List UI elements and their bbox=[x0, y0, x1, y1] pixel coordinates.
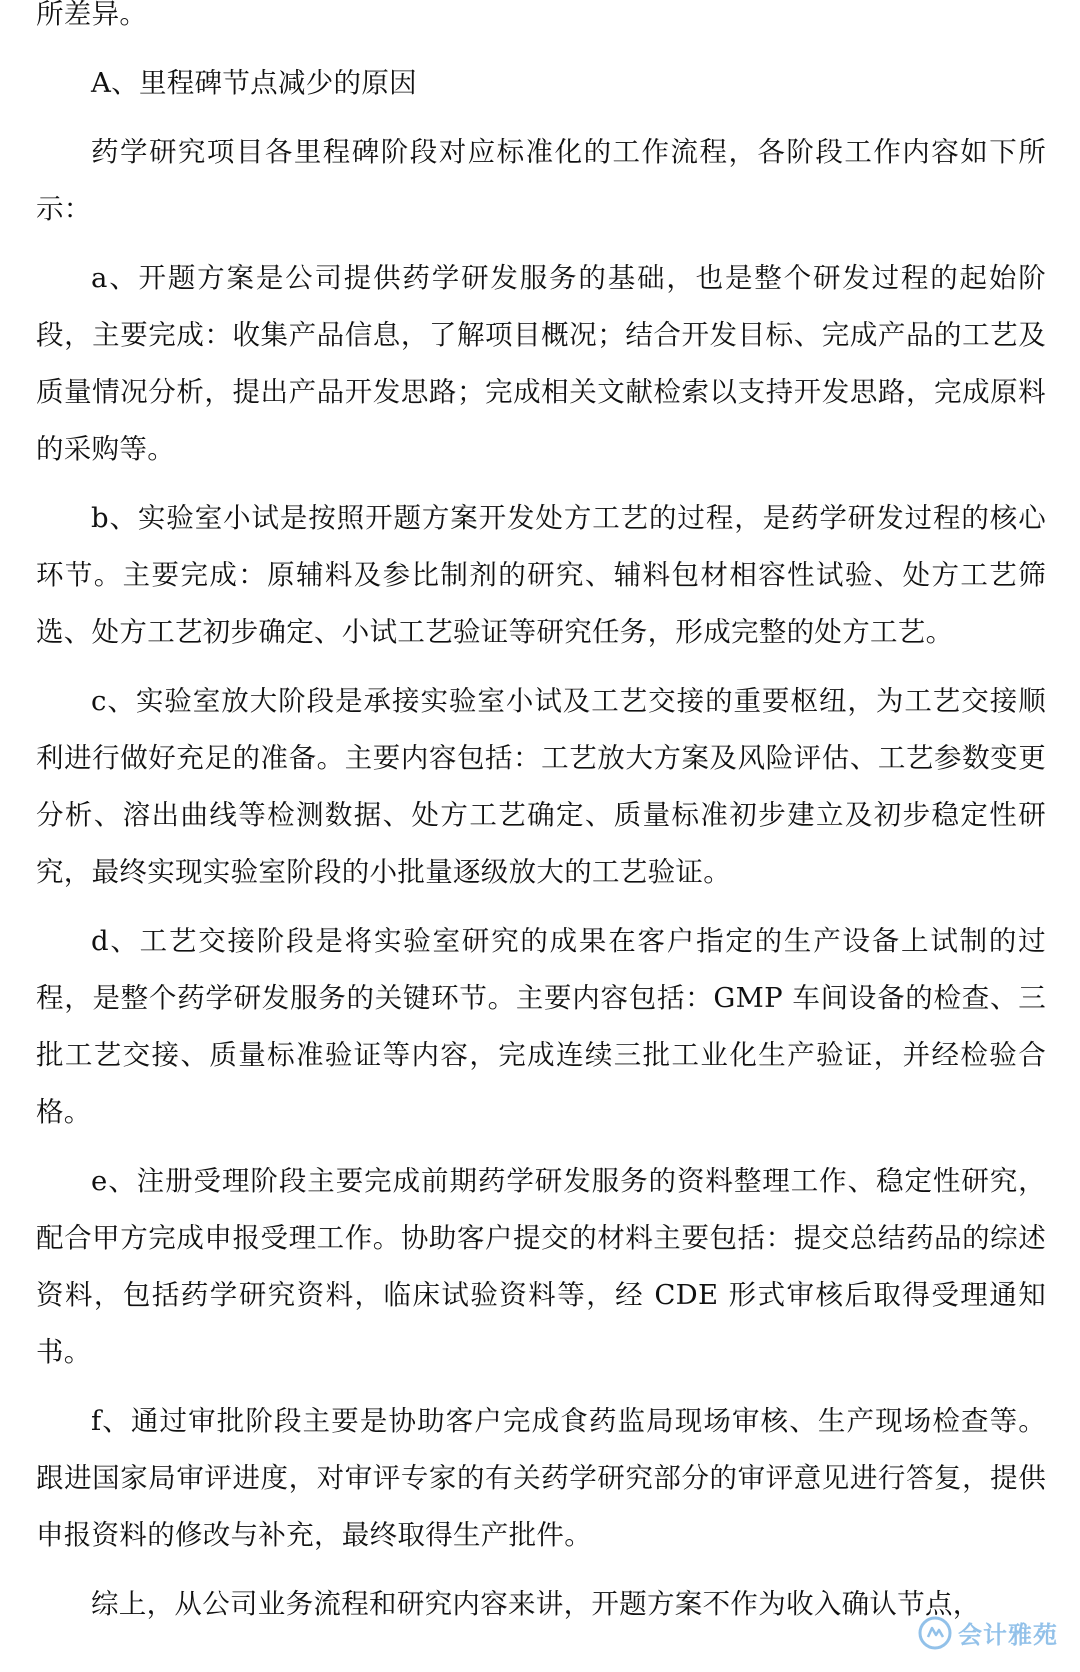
paragraph-continuation: 所差异。 bbox=[36, 0, 148, 30]
paragraph-b: b、实验室小试是按照开题方案开发处方工艺的过程，是药学研发过程的核心环节。主要完成：原辅料及参比制剂的研究、辅料包材相容性试验、处方工艺筛选、处方工艺初步确定、小试工艺验证等研究任务，形成完整的处方工艺。 bbox=[36, 502, 1046, 648]
paragraph-intro: 药学研究项目各里程碑阶段对应标准化的工作流程，各阶段工作内容如下所示： bbox=[36, 136, 1046, 225]
paragraph-e: e、注册受理阶段主要完成前期药学研发服务的资料整理工作、稳定性研究，配合甲方完成申报受理工作。协助客户提交的材料主要包括：提交总结药品的综述资料，包括药学研究资料，临床试验资料等，经 CDE 形式审核后取得受理通知书。 bbox=[36, 1165, 1046, 1368]
watermark-logo-icon bbox=[918, 1616, 952, 1650]
paragraph-d: d、工艺交接阶段是将实验室研究的成果在客户指定的生产设备上试制的过程，是整个药学研发服务的关键环节。主要内容包括：GMP 车间设备的检查、三批工艺交接、质量标准验证等内容，完成连续三批工业化生产验证，并经检验合格。 bbox=[36, 925, 1046, 1128]
watermark-text: 会计雅苑 bbox=[958, 1621, 1058, 1649]
paragraph-summary: 综上，从公司业务流程和研究内容来讲，开题方案不作为收入确认节点， bbox=[91, 1588, 981, 1620]
paragraph-c: c、实验室放大阶段是承接实验室小试及工艺交接的重要枢纽，为工艺交接顺利进行做好充足的准备。主要内容包括：工艺放大方案及风险评估、工艺参数变更分析、溶出曲线等检测数据、处方工艺确定、质量标准初步建立及初步稳定性研究，最终实现实验室阶段的小批量逐级放大的工艺验证。 bbox=[36, 685, 1046, 888]
section-heading: A、里程碑节点减少的原因 bbox=[91, 67, 417, 99]
paragraph-a: a、开题方案是公司提供药学研发服务的基础，也是整个研发过程的起始阶段，主要完成：收集产品信息，了解项目概况；结合开发目标、完成产品的工艺及质量情况分析，提出产品开发思路；完成相关文献检索以支持开发思路，完成原料的采购等。 bbox=[36, 262, 1046, 465]
paragraph-f: f、通过审批阶段主要是协助客户完成食药监局现场审核、生产现场检查等。跟进国家局审评进度，对审评专家的有关药学研究部分的审评意见进行答复，提供申报资料的修改与补充，最终取得生产批件。 bbox=[36, 1405, 1046, 1551]
document-body bbox=[36, 0, 1046, 1633]
watermark bbox=[918, 1615, 1058, 1650]
